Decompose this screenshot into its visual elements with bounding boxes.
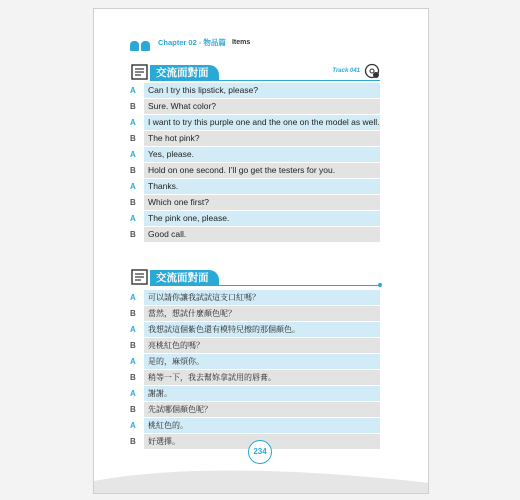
speaker-label: B xyxy=(130,134,136,143)
notebook-icon xyxy=(130,63,150,81)
speaker-label: B xyxy=(130,230,136,239)
section-title: 交流面對面 xyxy=(150,270,219,286)
section-header-english xyxy=(130,63,380,83)
dialogue-row xyxy=(130,338,380,353)
dialogue-line: Thanks. xyxy=(144,179,380,194)
dialogue-line: 亮桃紅色的嗎？ xyxy=(144,338,380,353)
dialogue-row xyxy=(130,306,380,321)
dialogue-row xyxy=(130,354,380,369)
dialogue-row xyxy=(130,418,380,433)
page-header xyxy=(130,32,250,52)
track-label: Track 041 xyxy=(332,68,360,74)
notebook-icon xyxy=(130,268,150,286)
dialogue-line: Good call. xyxy=(144,227,380,242)
speaker-label: A xyxy=(130,389,136,398)
people-icon xyxy=(130,33,154,51)
dialogue-line: 可以請你讓我試試這支口紅嗎？ xyxy=(144,290,380,305)
dialogue-line: 是的，麻煩你。 xyxy=(144,354,380,369)
dialogue-row xyxy=(130,179,380,194)
speaker-label: A xyxy=(130,86,136,95)
speaker-label: A xyxy=(130,325,136,334)
dialogue-line: 先試哪個顏色呢？ xyxy=(144,402,380,417)
dialogue-row xyxy=(130,131,380,146)
speaker-label: B xyxy=(130,341,136,350)
section-rule xyxy=(150,285,380,286)
dialogue-line: I want to try this purple one and the one on the model as well. xyxy=(144,115,380,130)
dialogue-row xyxy=(130,83,380,98)
dialogue-line: 謝謝。 xyxy=(144,386,380,401)
dialogue-row xyxy=(130,147,380,162)
dialogue-line: Hold on one second. I’ll go get the testers for you. xyxy=(144,163,380,178)
dialogue-row xyxy=(130,99,380,114)
dialogue-row xyxy=(130,402,380,417)
speaker-label: A xyxy=(130,421,136,430)
audio-cd-icon[interactable] xyxy=(364,63,380,79)
speaker-label: A xyxy=(130,150,136,159)
section-rule xyxy=(150,80,380,81)
dialogue-row xyxy=(130,163,380,178)
dialogue-line: 桃紅色的。 xyxy=(144,418,380,433)
section-header-chinese xyxy=(130,268,380,288)
speaker-label: A xyxy=(130,214,136,223)
dialogue-row xyxy=(130,211,380,226)
speaker-label: A xyxy=(130,182,136,191)
chapter-label: Chapter 02 - 物品篇 xyxy=(158,37,226,47)
dialogue-line: The pink one, please. xyxy=(144,211,380,226)
speaker-label: B xyxy=(130,373,136,382)
speaker-label: A xyxy=(130,118,136,127)
dialogue-chinese xyxy=(130,290,380,450)
dialogue-line: 當然，想試什麼顏色呢？ xyxy=(144,306,380,321)
dialogue-row xyxy=(130,386,380,401)
dialogue-line: Can I try this lipstick, please? xyxy=(144,83,380,98)
dialogue-row xyxy=(130,290,380,305)
dialogue-line: Sure. What color? xyxy=(144,99,380,114)
dialogue-row xyxy=(130,322,380,337)
book-page xyxy=(93,8,429,494)
speaker-label: B xyxy=(130,102,136,111)
speaker-label: B xyxy=(130,405,136,414)
speaker-label: B xyxy=(130,309,136,318)
dialogue-line: Which one first? xyxy=(144,195,380,210)
dialogue-line: The hot pink? xyxy=(144,131,380,146)
dialogue-row xyxy=(130,370,380,385)
dialogue-english xyxy=(130,83,380,243)
dialogue-line: 好選擇。 xyxy=(144,434,380,449)
speaker-label: B xyxy=(130,437,136,446)
dialogue-line: 稍等一下，我去幫妳拿試用的唇膏。 xyxy=(144,370,380,385)
dialogue-row xyxy=(130,115,380,130)
dialogue-row xyxy=(130,227,380,242)
chapter-subtitle: Items xyxy=(231,38,251,46)
section-title: 交流面對面 xyxy=(150,65,219,81)
speaker-label: B xyxy=(130,198,136,207)
dialogue-line: Yes, please. xyxy=(144,147,380,162)
dialogue-row xyxy=(130,195,380,210)
speaker-label: A xyxy=(130,357,136,366)
speaker-label: B xyxy=(130,166,136,175)
speaker-label: A xyxy=(130,293,136,302)
page-number: 234 xyxy=(248,440,272,464)
rule-dot xyxy=(378,283,382,287)
dialogue-line: 我想試這個紫色還有模特兒擦的那個顏色。 xyxy=(144,322,380,337)
